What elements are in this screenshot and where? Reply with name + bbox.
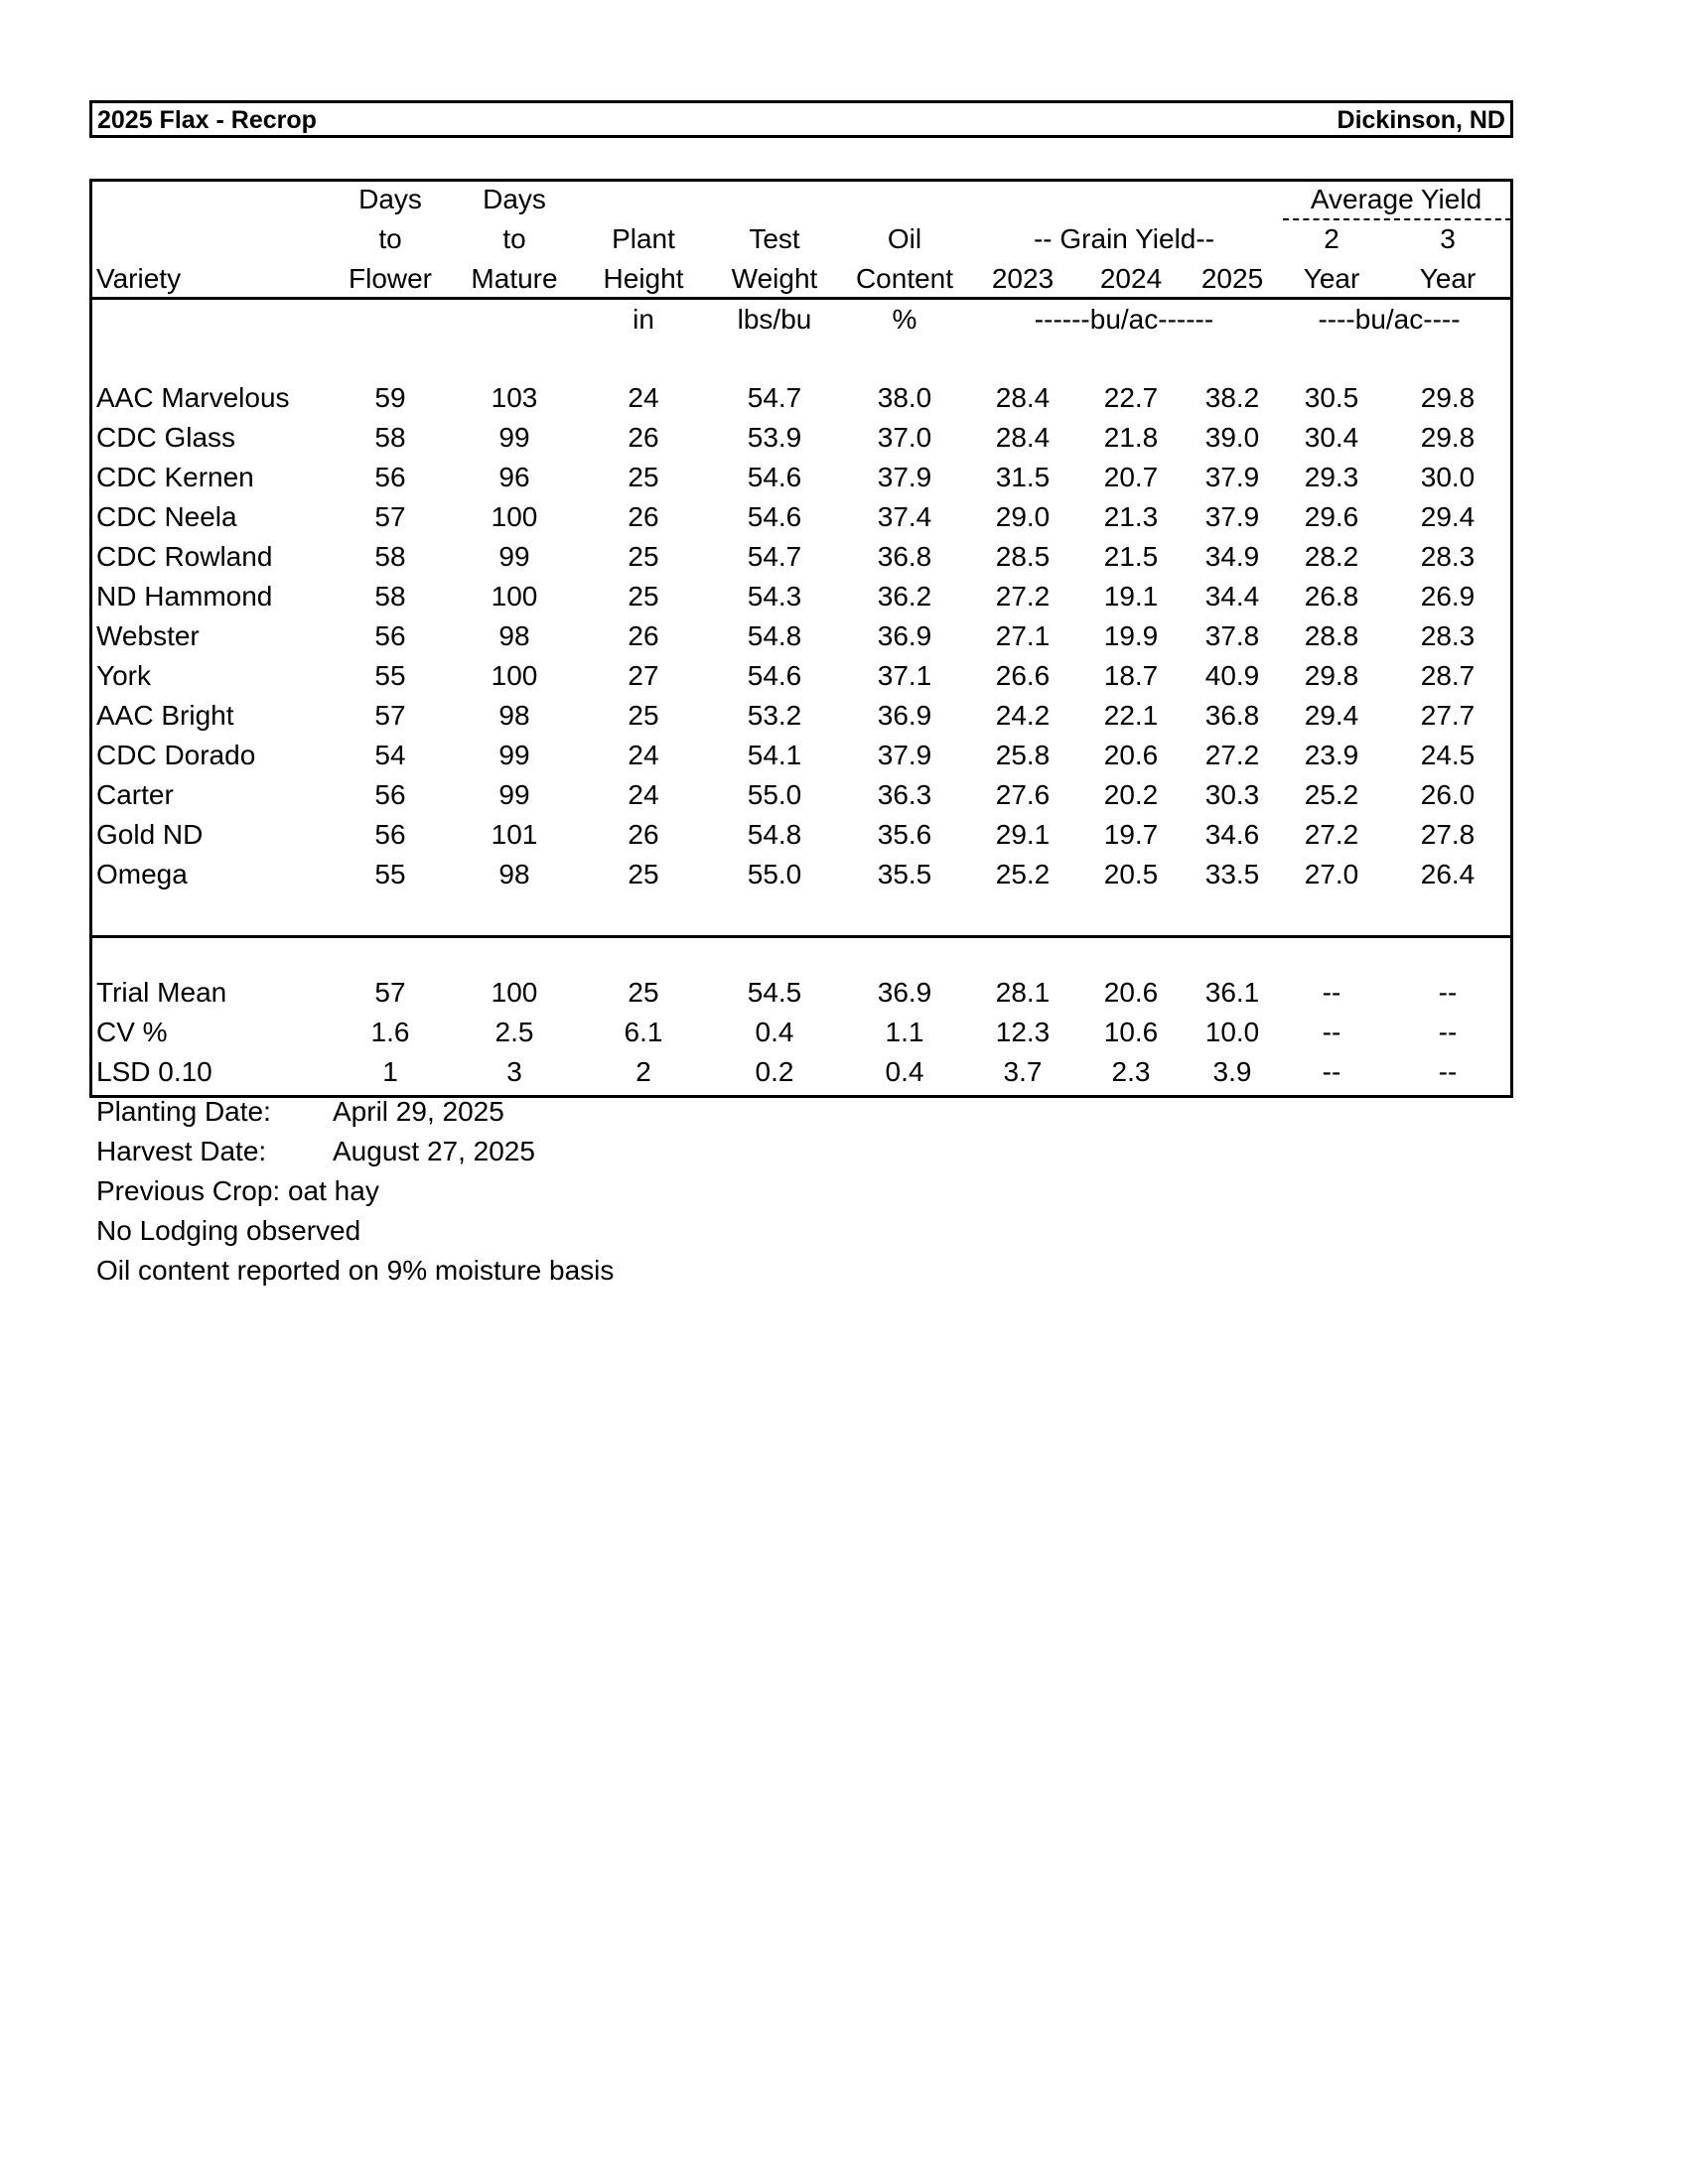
header-avg-year-3: Year: [1419, 263, 1477, 294]
unit-height: in: [633, 304, 654, 335]
unit-grain-yield: ------bu/ac------: [1034, 304, 1214, 335]
table-cell-plant-height: 25: [628, 462, 659, 492]
table-cell-days-to-flower: 54: [374, 740, 406, 770]
table-cell-yield-2023: 26.6: [995, 660, 1051, 691]
table-cell-yield-2024: 19.9: [1103, 620, 1159, 651]
table-cell-yield-2024: 18.7: [1103, 660, 1159, 691]
table-cell-yield-2023: 24.2: [995, 700, 1051, 731]
table-cell-yield-2023: 28.4: [995, 422, 1051, 453]
stat-cell-yield-2025: 36.1: [1204, 977, 1260, 1008]
table-cell-avg-yield-3yr: 28.3: [1420, 541, 1476, 572]
table-cell-variety: Webster: [96, 620, 200, 651]
stat-cell-avg-yield-2yr: --: [1322, 1056, 1341, 1087]
table-cell-oil-content: 35.6: [877, 819, 932, 850]
table-cell-days-to-mature: 99: [498, 740, 530, 770]
table-cell-yield-2023: 29.0: [995, 501, 1051, 532]
table-cell-plant-height: 25: [628, 541, 659, 572]
stat-cell-plant-height: 25: [628, 977, 659, 1008]
header-days-mature-2: to: [502, 223, 526, 254]
table-cell-test-weight: 54.8: [747, 819, 802, 850]
table-cell-avg-yield-2yr: 29.8: [1304, 660, 1359, 691]
table-cell-variety: CDC Kernen: [96, 462, 254, 492]
table-cell-avg-yield-3yr: 26.4: [1420, 859, 1476, 889]
stat-cell-oil-content: 36.9: [877, 977, 932, 1008]
stat-cell-oil-content: 0.4: [885, 1056, 924, 1087]
stat-cell-avg-yield-2yr: --: [1322, 977, 1341, 1008]
table-cell-yield-2025: 27.2: [1204, 740, 1260, 770]
table-cell-days-to-mature: 98: [498, 700, 530, 731]
table-cell-days-to-mature: 103: [491, 382, 538, 413]
table-cell-plant-height: 27: [628, 660, 659, 691]
report-title: 2025 Flax - Recrop: [97, 106, 317, 134]
stat-cell-oil-content: 1.1: [885, 1017, 924, 1047]
table-cell-oil-content: 37.0: [877, 422, 932, 453]
header-grain-yield: -- Grain Yield--: [1033, 223, 1215, 254]
table-cell-days-to-mature: 98: [498, 859, 530, 889]
table-cell-yield-2024: 22.1: [1103, 700, 1159, 731]
stat-cell-test-weight: 0.2: [755, 1056, 794, 1087]
table-cell-days-to-flower: 59: [374, 382, 406, 413]
table-cell-avg-yield-3yr: 28.3: [1420, 620, 1476, 651]
table-cell-avg-yield-3yr: 29.4: [1420, 501, 1476, 532]
table-cell-yield-2025: 30.3: [1204, 779, 1260, 810]
table-cell-yield-2025: 34.4: [1204, 581, 1260, 612]
table-cell-variety: York: [96, 660, 152, 691]
previous-crop-note: Previous Crop: oat hay: [96, 1175, 379, 1206]
table-cell-days-to-flower: 58: [374, 581, 406, 612]
table-cell-yield-2025: 37.8: [1204, 620, 1260, 651]
table-cell-yield-2025: 34.6: [1204, 819, 1260, 850]
table-cell-oil-content: 37.4: [877, 501, 932, 532]
harvest-date-label: Harvest Date:: [96, 1136, 267, 1166]
stat-cell-avg-yield-3yr: --: [1438, 977, 1458, 1008]
table-cell-plant-height: 25: [628, 700, 659, 731]
stat-cell-test-weight: 54.5: [747, 977, 802, 1008]
table-cell-avg-yield-2yr: 28.8: [1304, 620, 1359, 651]
stat-cell-variety: LSD 0.10: [96, 1056, 212, 1087]
table-cell-days-to-mature: 100: [491, 501, 538, 532]
table-cell-oil-content: 36.2: [877, 581, 932, 612]
table-cell-avg-yield-3yr: 29.8: [1420, 422, 1476, 453]
table-cell-days-to-flower: 58: [374, 422, 406, 453]
table-cell-plant-height: 24: [628, 740, 659, 770]
header-year-2024: 2024: [1099, 263, 1163, 294]
table-cell-days-to-flower: 58: [374, 541, 406, 572]
table-cell-variety: Omega: [96, 859, 188, 889]
stat-cell-yield-2024: 2.3: [1111, 1056, 1151, 1087]
table-cell-variety: CDC Neela: [96, 501, 237, 532]
table-cell-days-to-flower: 56: [374, 779, 406, 810]
stat-cell-days-to-mature: 3: [506, 1056, 522, 1087]
table-cell-days-to-mature: 100: [491, 660, 538, 691]
table-cell-oil-content: 36.3: [877, 779, 932, 810]
table-cell-test-weight: 54.3: [747, 581, 802, 612]
table-cell-plant-height: 25: [628, 859, 659, 889]
planting-date-value: April 29, 2025: [333, 1096, 504, 1127]
table-cell-yield-2024: 21.8: [1103, 422, 1159, 453]
table-cell-yield-2025: 40.9: [1204, 660, 1260, 691]
table-cell-oil-content: 36.9: [877, 620, 932, 651]
stat-cell-days-to-flower: 57: [374, 977, 406, 1008]
header-divider: [89, 297, 1513, 300]
header-days-flower-2: to: [378, 223, 402, 254]
header-days-flower-1: Days: [358, 184, 422, 214]
table-cell-plant-height: 26: [628, 501, 659, 532]
table-cell-avg-yield-3yr: 27.8: [1420, 819, 1476, 850]
stat-cell-yield-2023: 12.3: [995, 1017, 1051, 1047]
table-cell-test-weight: 54.6: [747, 660, 802, 691]
table-cell-variety: CDC Glass: [96, 422, 236, 453]
table-cell-days-to-mature: 99: [498, 422, 530, 453]
table-cell-avg-yield-3yr: 29.8: [1420, 382, 1476, 413]
table-cell-yield-2023: 28.5: [995, 541, 1051, 572]
table-cell-avg-yield-2yr: 29.6: [1304, 501, 1359, 532]
table-cell-plant-height: 26: [628, 422, 659, 453]
header-average-yield: Average Yield: [1310, 184, 1482, 214]
table-cell-oil-content: 37.1: [877, 660, 932, 691]
stat-cell-variety: Trial Mean: [96, 977, 227, 1008]
header-test-weight-2: Weight: [731, 263, 818, 294]
table-cell-yield-2024: 20.6: [1103, 740, 1159, 770]
stat-cell-yield-2023: 28.1: [995, 977, 1051, 1008]
table-cell-yield-2023: 25.8: [995, 740, 1051, 770]
table-cell-avg-yield-3yr: 30.0: [1420, 462, 1476, 492]
stat-cell-days-to-mature: 100: [491, 977, 538, 1008]
stat-cell-avg-yield-3yr: --: [1438, 1056, 1458, 1087]
table-cell-yield-2025: 36.8: [1204, 700, 1260, 731]
table-cell-variety: AAC Marvelous: [96, 382, 290, 413]
table-cell-yield-2025: 33.5: [1204, 859, 1260, 889]
table-cell-oil-content: 36.9: [877, 700, 932, 731]
stat-cell-yield-2024: 10.6: [1103, 1017, 1159, 1047]
table-cell-yield-2024: 19.1: [1103, 581, 1159, 612]
header-avg-year-2: Year: [1303, 263, 1360, 294]
header-year-2023: 2023: [991, 263, 1055, 294]
unit-oil: %: [892, 304, 917, 335]
oil-basis-note: Oil content reported on 9% moisture basis: [96, 1255, 615, 1286]
header-days-flower-3: Flower: [348, 263, 433, 294]
harvest-date-value: August 27, 2025: [333, 1136, 535, 1166]
table-cell-days-to-flower: 55: [374, 859, 406, 889]
unit-weight: lbs/bu: [737, 304, 812, 335]
planting-date-label: Planting Date:: [96, 1096, 271, 1127]
table-cell-avg-yield-2yr: 29.3: [1304, 462, 1359, 492]
table-cell-yield-2023: 29.1: [995, 819, 1051, 850]
stats-divider: [89, 935, 1513, 938]
table-cell-test-weight: 54.6: [747, 501, 802, 532]
stat-cell-yield-2025: 10.0: [1204, 1017, 1260, 1047]
stat-cell-variety: CV %: [96, 1017, 168, 1047]
table-cell-yield-2024: 21.5: [1103, 541, 1159, 572]
report-location: Dickinson, ND: [1337, 106, 1505, 134]
table-cell-oil-content: 37.9: [877, 462, 932, 492]
table-cell-yield-2025: 34.9: [1204, 541, 1260, 572]
table-cell-avg-yield-2yr: 25.2: [1304, 779, 1359, 810]
table-cell-yield-2025: 37.9: [1204, 462, 1260, 492]
table-cell-variety: AAC Bright: [96, 700, 234, 731]
stat-cell-plant-height: 2: [635, 1056, 651, 1087]
table-cell-oil-content: 37.9: [877, 740, 932, 770]
average-yield-underline: [1283, 218, 1511, 220]
table-cell-yield-2023: 27.1: [995, 620, 1051, 651]
table-cell-plant-height: 26: [628, 620, 659, 651]
table-cell-yield-2024: 21.3: [1103, 501, 1159, 532]
table-cell-test-weight: 54.6: [747, 462, 802, 492]
header-oil-content-2: Content: [855, 263, 954, 294]
table-cell-avg-yield-2yr: 30.4: [1304, 422, 1359, 453]
stat-cell-avg-yield-2yr: --: [1322, 1017, 1341, 1047]
table-cell-test-weight: 54.7: [747, 382, 802, 413]
header-plant-height-1: Plant: [612, 223, 675, 254]
table-cell-yield-2023: 31.5: [995, 462, 1051, 492]
table-cell-plant-height: 24: [628, 779, 659, 810]
table-cell-plant-height: 24: [628, 382, 659, 413]
table-cell-avg-yield-3yr: 27.7: [1420, 700, 1476, 731]
table-cell-avg-yield-2yr: 30.5: [1304, 382, 1359, 413]
table-cell-days-to-flower: 56: [374, 462, 406, 492]
header-test-weight-1: Test: [749, 223, 800, 254]
stat-cell-plant-height: 6.1: [624, 1017, 663, 1047]
title-bar: [89, 100, 1513, 138]
table-cell-days-to-flower: 57: [374, 501, 406, 532]
header-oil-content-1: Oil: [887, 223, 922, 254]
table-cell-days-to-flower: 56: [374, 819, 406, 850]
table-cell-test-weight: 54.1: [747, 740, 802, 770]
table-cell-days-to-mature: 98: [498, 620, 530, 651]
table-cell-days-to-mature: 99: [498, 779, 530, 810]
stat-cell-yield-2025: 3.9: [1212, 1056, 1252, 1087]
table-cell-avg-yield-2yr: 27.2: [1304, 819, 1359, 850]
table-cell-test-weight: 53.2: [747, 700, 802, 731]
table-cell-avg-yield-3yr: 26.0: [1420, 779, 1476, 810]
table-cell-days-to-mature: 99: [498, 541, 530, 572]
stat-cell-yield-2024: 20.6: [1103, 977, 1159, 1008]
unit-average-yield: ----bu/ac----: [1318, 304, 1461, 335]
table-cell-variety: Gold ND: [96, 819, 204, 850]
header-variety: Variety: [96, 263, 182, 294]
stat-cell-avg-yield-3yr: --: [1438, 1017, 1458, 1047]
table-cell-test-weight: 53.9: [747, 422, 802, 453]
table-cell-yield-2023: 27.2: [995, 581, 1051, 612]
header-plant-height-2: Height: [603, 263, 684, 294]
table-cell-variety: CDC Rowland: [96, 541, 273, 572]
table-cell-test-weight: 55.0: [747, 779, 802, 810]
table-cell-test-weight: 55.0: [747, 859, 802, 889]
table-cell-yield-2025: 37.9: [1204, 501, 1260, 532]
stat-cell-yield-2023: 3.7: [1003, 1056, 1043, 1087]
table-cell-variety: Carter: [96, 779, 174, 810]
stat-cell-days-to-mature: 2.5: [494, 1017, 534, 1047]
table-cell-avg-yield-3yr: 24.5: [1420, 740, 1476, 770]
table-cell-avg-yield-2yr: 28.2: [1304, 541, 1359, 572]
header-avg-3: 3: [1440, 223, 1456, 254]
header-days-mature-1: Days: [483, 184, 546, 214]
table-cell-test-weight: 54.8: [747, 620, 802, 651]
table-cell-days-to-flower: 56: [374, 620, 406, 651]
table-cell-days-to-mature: 101: [491, 819, 538, 850]
table-cell-days-to-flower: 55: [374, 660, 406, 691]
table-cell-yield-2025: 38.2: [1204, 382, 1260, 413]
table-cell-days-to-flower: 57: [374, 700, 406, 731]
stat-cell-days-to-flower: 1.6: [370, 1017, 410, 1047]
stat-cell-test-weight: 0.4: [755, 1017, 794, 1047]
lodging-note: No Lodging observed: [96, 1215, 361, 1246]
table-cell-oil-content: 35.5: [877, 859, 932, 889]
table-cell-yield-2025: 39.0: [1204, 422, 1260, 453]
table-cell-yield-2023: 28.4: [995, 382, 1051, 413]
table-cell-avg-yield-2yr: 26.8: [1304, 581, 1359, 612]
table-cell-yield-2023: 27.6: [995, 779, 1051, 810]
table-cell-yield-2024: 22.7: [1103, 382, 1159, 413]
table-cell-days-to-mature: 100: [491, 581, 538, 612]
table-cell-yield-2024: 20.7: [1103, 462, 1159, 492]
table-cell-avg-yield-3yr: 28.7: [1420, 660, 1476, 691]
table-cell-yield-2024: 19.7: [1103, 819, 1159, 850]
table-cell-test-weight: 54.7: [747, 541, 802, 572]
table-cell-yield-2023: 25.2: [995, 859, 1051, 889]
table-cell-avg-yield-2yr: 27.0: [1304, 859, 1359, 889]
table-cell-plant-height: 26: [628, 819, 659, 850]
table-cell-oil-content: 38.0: [877, 382, 932, 413]
table-cell-yield-2024: 20.2: [1103, 779, 1159, 810]
table-cell-avg-yield-3yr: 26.9: [1420, 581, 1476, 612]
table-cell-avg-yield-2yr: 23.9: [1304, 740, 1359, 770]
table-cell-avg-yield-2yr: 29.4: [1304, 700, 1359, 731]
table-cell-yield-2024: 20.5: [1103, 859, 1159, 889]
table-cell-plant-height: 25: [628, 581, 659, 612]
header-avg-2: 2: [1324, 223, 1339, 254]
table-cell-days-to-mature: 96: [498, 462, 530, 492]
table-cell-oil-content: 36.8: [877, 541, 932, 572]
header-days-mature-3: Mature: [471, 263, 558, 294]
header-year-2025: 2025: [1200, 263, 1264, 294]
stat-cell-days-to-flower: 1: [382, 1056, 398, 1087]
table-cell-variety: CDC Dorado: [96, 740, 256, 770]
table-cell-variety: ND Hammond: [96, 581, 273, 612]
